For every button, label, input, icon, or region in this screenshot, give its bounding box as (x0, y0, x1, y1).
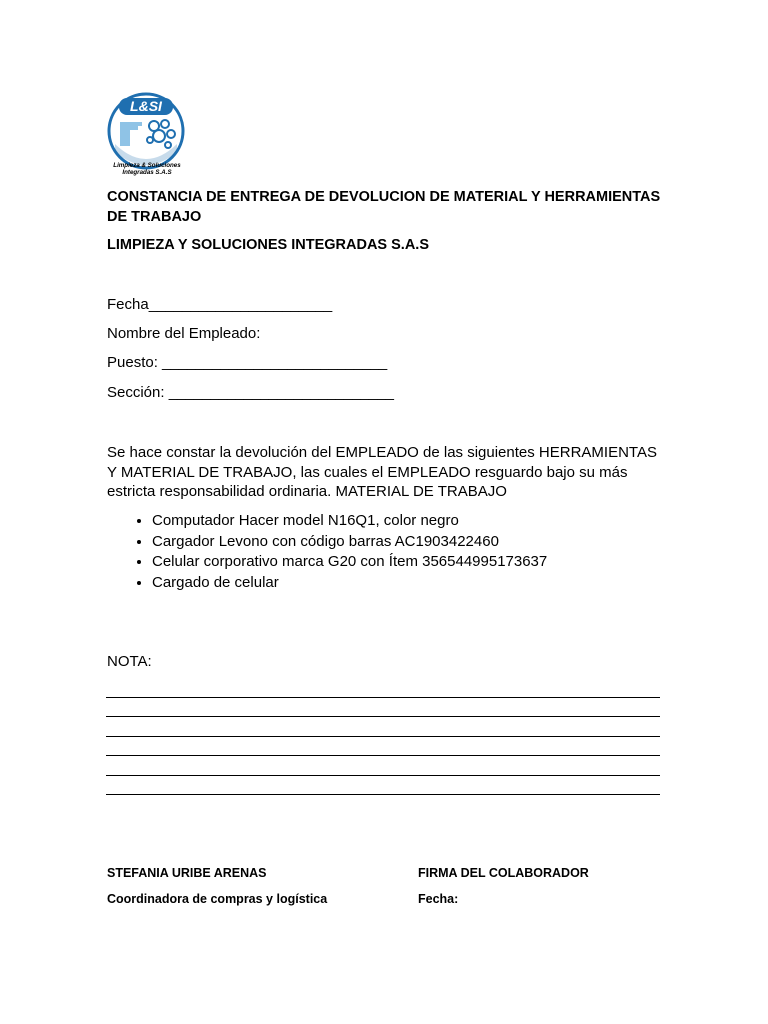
nota-label: NOTA: (107, 653, 152, 670)
declaration-paragraph: Se hace constar la devolución del EMPLEADO de las siguientes HERRAMIENTAS Y MATERIAL DE TRABAJO, las cuales el EMPLEADO resguardo bajo su más estricta responsabilidad ordinaria. MATERIAL DE TRABAJO (107, 444, 657, 500)
list-item: • Cargador Levono con código barras AC1903422460 (152, 532, 547, 553)
collaborator-signature-label: FIRMA DEL COLABORADOR (418, 866, 589, 880)
material-list (107, 511, 547, 593)
nota-line (106, 775, 660, 776)
seccion-field: Sección: ___________________________ (107, 384, 394, 401)
coordinator-role: Coordinadora de compras y logística (107, 892, 328, 906)
nota-line (106, 794, 660, 795)
nombre-empleado-field: Nombre del Empleado: (107, 325, 261, 342)
nota-line (106, 736, 660, 737)
logo-brand-text: L&SI (130, 98, 162, 114)
company-logo (106, 92, 188, 178)
nota-line (106, 755, 660, 756)
puesto-field: Puesto: ___________________________ (107, 354, 388, 371)
logo-tagline-2: Integradas S.A.S (122, 169, 172, 176)
list-item: • Computador Hacer model N16Q1, color negro (152, 511, 547, 532)
nota-line (106, 697, 660, 698)
document-title: CONSTANCIA DE ENTREGA DE DEVOLUCION DE MATERIAL Y HERRAMIENTAS DE TRABAJO (107, 189, 661, 225)
list-item: • Cargado de celular (152, 573, 547, 594)
logo-graphic (106, 92, 188, 178)
list-item: • Celular corporativo marca G20 con Ítem 356544995173637 (152, 552, 547, 573)
fecha-field: Fecha______________________ (107, 296, 333, 313)
company-name: LIMPIEZA Y SOLUCIONES INTEGRADAS S.A.S (107, 237, 429, 253)
nota-line (106, 716, 660, 717)
logo-tagline-1: Limpieza & Soluciones (113, 162, 181, 169)
coordinator-name: STEFANIA URIBE ARENAS (107, 866, 267, 880)
collaborator-date-label: Fecha: (418, 892, 459, 906)
